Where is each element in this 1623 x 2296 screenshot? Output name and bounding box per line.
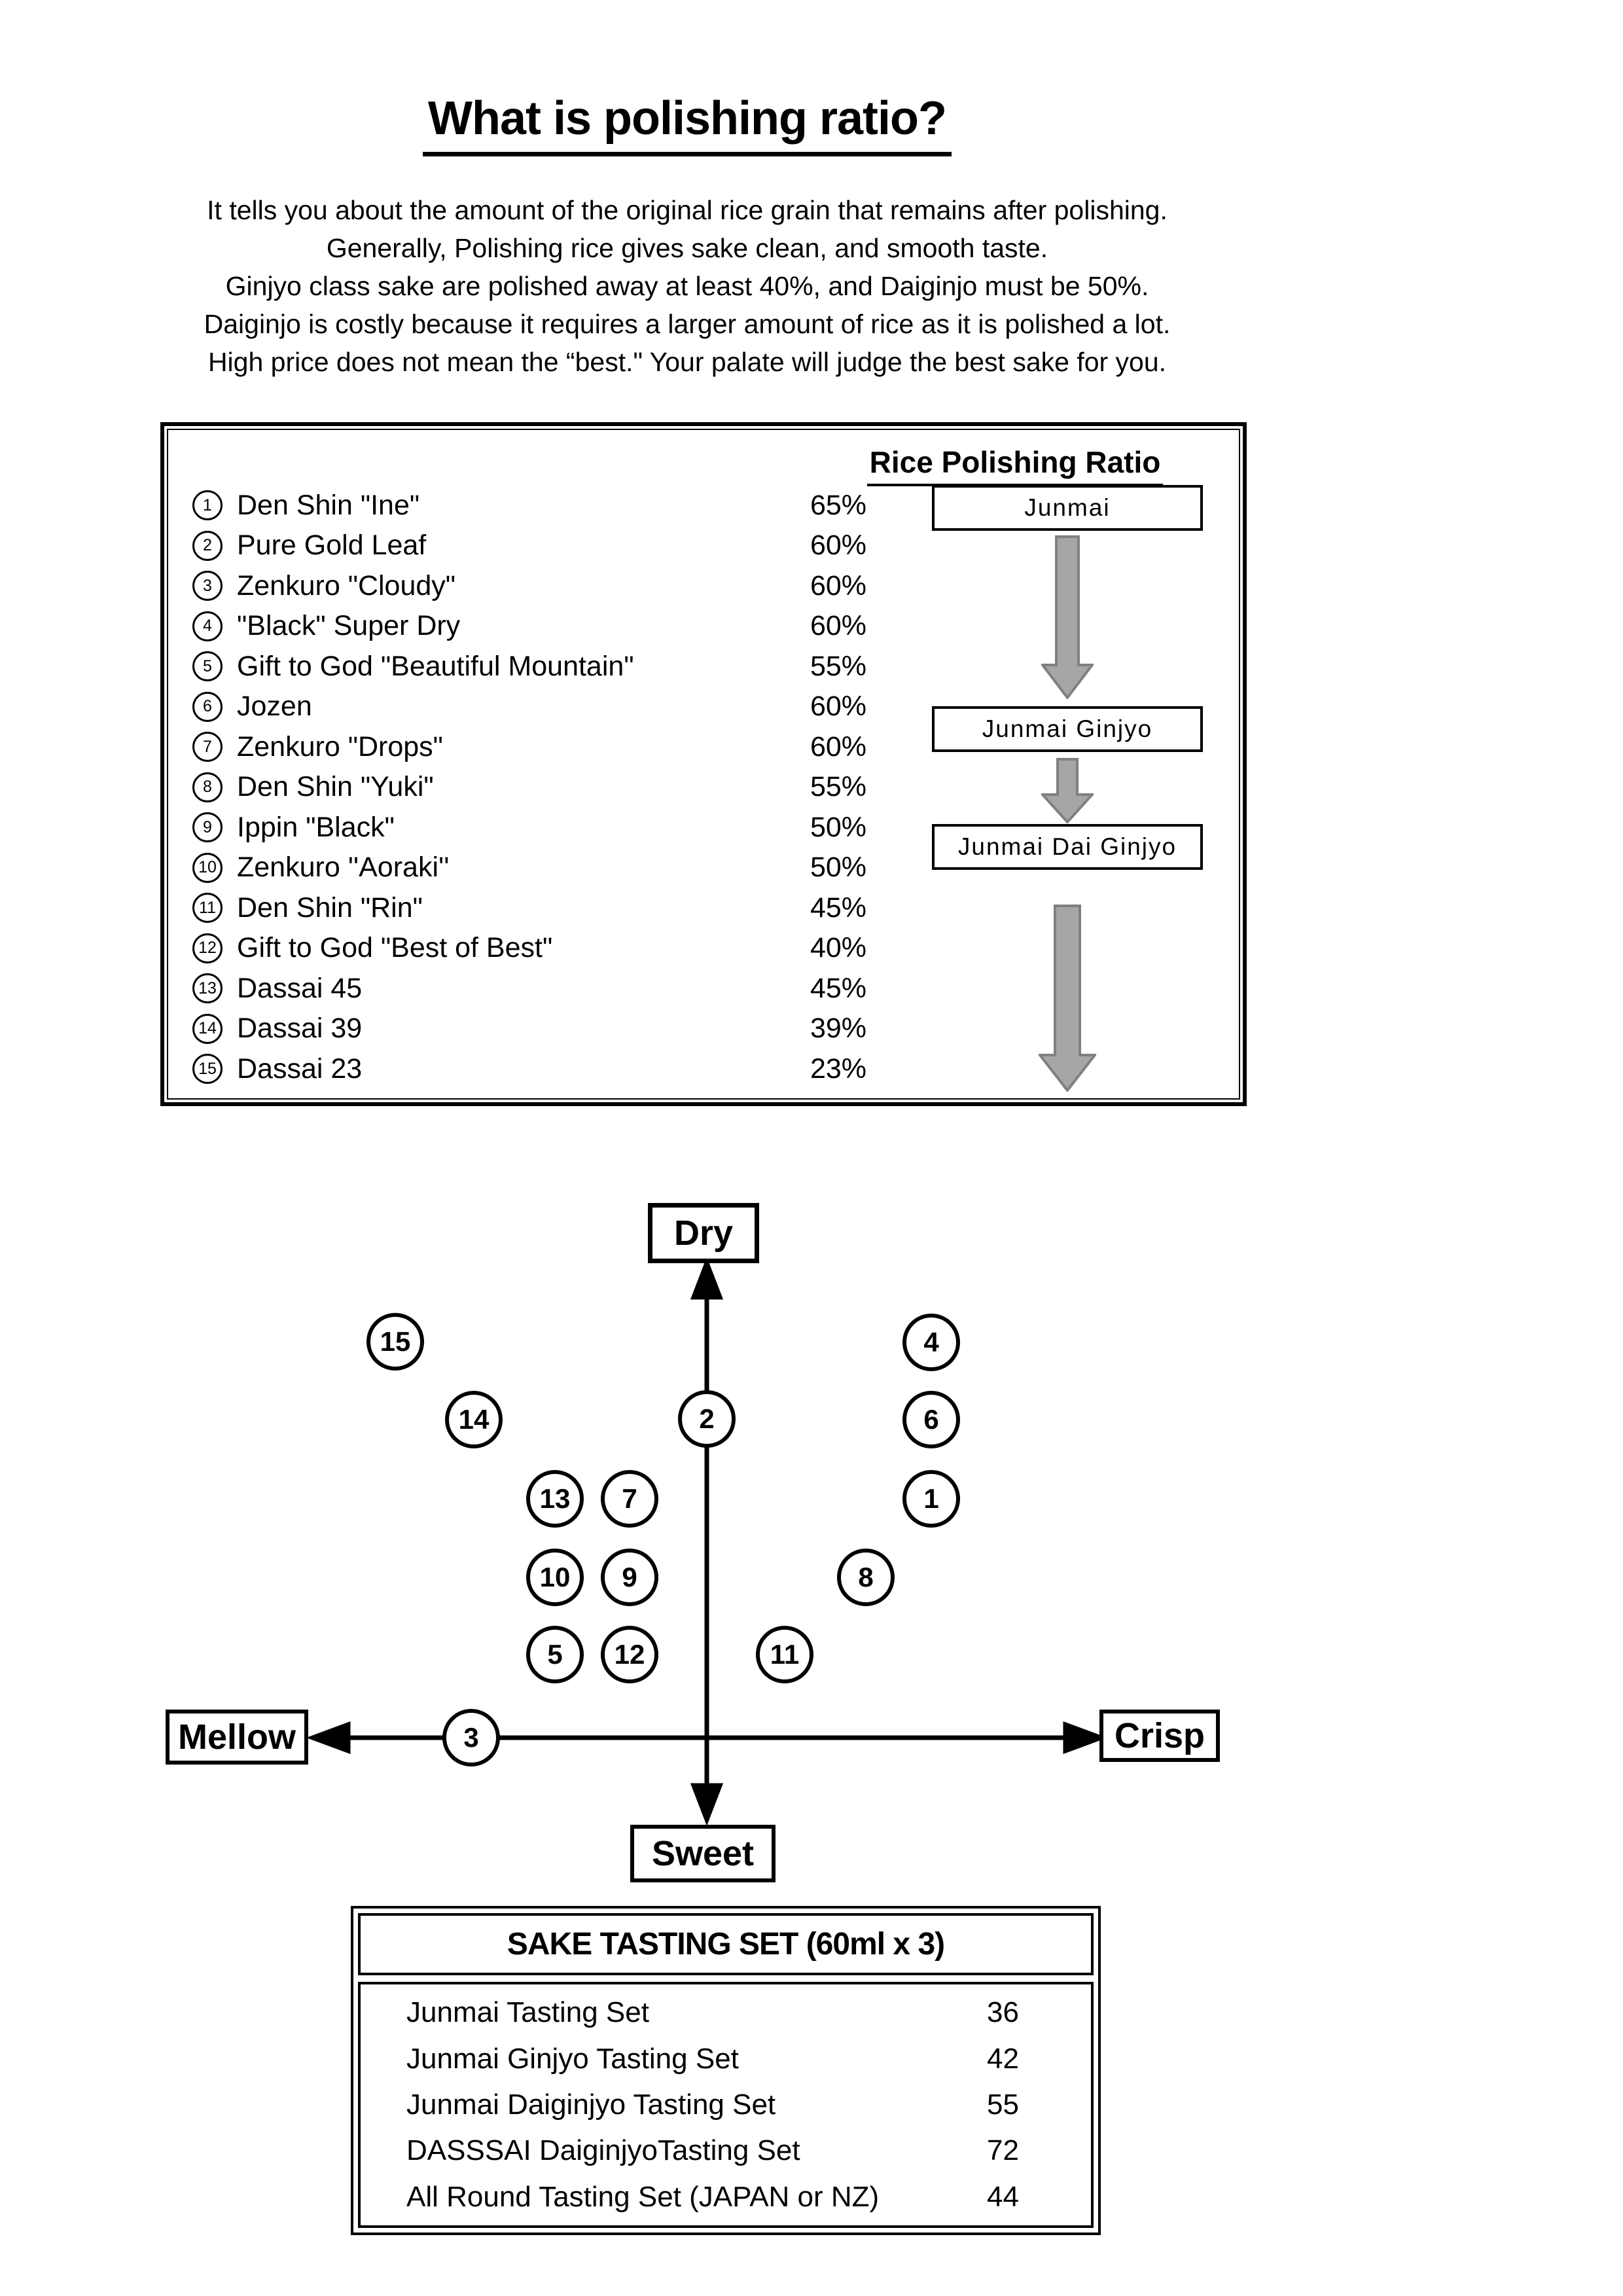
- down-arrow-icon: [1041, 535, 1094, 699]
- polishing-ratio-value: 60%: [810, 529, 867, 561]
- tasting-set-table-body: [358, 1982, 1094, 2228]
- row-number-circle: 10: [192, 853, 223, 883]
- row-number-circle: 11: [192, 893, 223, 923]
- sake-name: Zenkuro "Cloudy": [237, 569, 456, 601]
- row-number-circle: 5: [192, 651, 223, 681]
- axis-label-crisp: [1099, 1710, 1220, 1762]
- ratio-table-row: [187, 807, 946, 848]
- ratio-table-row: [187, 928, 946, 969]
- map-point: 9: [601, 1549, 658, 1606]
- intro-line: Ginjyo class sake are polished away at least 40%, and Daiginjo must be 50%.: [225, 271, 1149, 301]
- ratio-table-row: [187, 526, 946, 566]
- sake-name: Jozen: [237, 691, 312, 722]
- map-point: 6: [902, 1391, 960, 1448]
- sake-name: Dassai 45: [237, 972, 363, 1004]
- axis-label-sweet-text: Sweet: [651, 1834, 755, 1873]
- axis-label-dry: [648, 1203, 759, 1263]
- polishing-ratio-value: 55%: [810, 650, 867, 682]
- axis-label-dry-text: Dry: [673, 1213, 734, 1253]
- row-number-circle: 15: [192, 1054, 223, 1084]
- class-box-junmai-dai-ginjyo: Junmai Dai Ginjyo: [932, 824, 1203, 870]
- polishing-ratio-value: 45%: [810, 972, 867, 1004]
- polishing-ratio-value: 50%: [810, 852, 867, 883]
- polishing-ratio-value: 50%: [810, 811, 867, 843]
- map-point: 2: [678, 1390, 736, 1448]
- polishing-ratio-value: 45%: [810, 891, 867, 924]
- rice-polishing-ratio-table: [160, 422, 1247, 1106]
- intro-line: It tells you about the amount of the original rice grain that remains after polishing.: [207, 195, 1168, 225]
- page-title: What is polishing ratio?: [423, 92, 952, 156]
- map-point: 4: [902, 1314, 960, 1371]
- row-number-circle: 4: [192, 611, 223, 641]
- map-point: 11: [756, 1626, 813, 1683]
- ratio-table-row: [187, 687, 946, 727]
- sake-name: Zenkuro "Drops": [237, 730, 443, 762]
- tasting-set-row: [361, 2089, 1091, 2121]
- row-number-circle: 13: [192, 973, 223, 1003]
- ratio-table-title-wrap: [593, 444, 1437, 486]
- down-arrow-icon: [1041, 758, 1094, 823]
- row-number-circle: 14: [192, 1014, 223, 1044]
- tasting-set-price: 42: [987, 2042, 1019, 2075]
- sake-name: Gift to God "Best of Best": [237, 932, 553, 963]
- sake-name: Pure Gold Leaf: [237, 529, 427, 561]
- tasting-set-row: [361, 1996, 1091, 2029]
- axis-label-crisp-text: Crisp: [1114, 1716, 1205, 1755]
- map-point: 12: [601, 1626, 658, 1683]
- class-box-junmai-ginjyo: Junmai Ginjyo: [932, 706, 1203, 752]
- ratio-table-row: [187, 565, 946, 606]
- tasting-set-table-title: [358, 1913, 1094, 1975]
- ratio-table-row: [187, 1009, 946, 1049]
- ratio-table-row: [187, 888, 946, 928]
- tasting-set-name: All Round Tasting Set (JAPAN or NZ): [406, 2180, 880, 2213]
- axis-label-sweet: [630, 1825, 776, 1882]
- row-number-circle: 12: [192, 933, 223, 963]
- polishing-ratio-value: 40%: [810, 932, 867, 963]
- tasting-set-price: 55: [987, 2088, 1019, 2121]
- tasting-set-row: [361, 2043, 1091, 2075]
- polishing-ratio-value: 60%: [810, 730, 867, 762]
- map-point: 8: [837, 1549, 895, 1606]
- sake-name: Ippin "Black": [237, 811, 395, 843]
- sake-tasting-set-table: [351, 1906, 1101, 2235]
- sake-name: Dassai 39: [237, 1013, 363, 1044]
- sake-name: Den Shin "Yuki": [237, 771, 434, 802]
- map-point: 10: [526, 1549, 584, 1606]
- class-box-junmai: Junmai: [932, 485, 1203, 531]
- intro-paragraph: [111, 191, 1263, 381]
- page-title-wrap: [111, 92, 1263, 156]
- axis-label-mellow: [166, 1710, 308, 1765]
- sake-name: Den Shin "Ine": [237, 489, 420, 521]
- map-point: 3: [442, 1709, 500, 1767]
- polishing-ratio-value: 60%: [810, 610, 867, 641]
- row-number-circle: 3: [192, 571, 223, 601]
- polishing-ratio-value: 60%: [810, 691, 867, 722]
- map-point: 14: [445, 1391, 503, 1448]
- tasting-set-name: Junmai Tasting Set: [406, 1996, 649, 2029]
- tasting-set-row: [361, 2181, 1091, 2214]
- ratio-table-row: [187, 606, 946, 647]
- tasting-set-table-title-text: SAKE TASTING SET (60ml x 3): [507, 1927, 945, 1962]
- ratio-table-row: [187, 485, 946, 526]
- tasting-set-row: [361, 2134, 1091, 2167]
- tasting-set-name: DASSSAI DaiginjyoTasting Set: [406, 2134, 800, 2167]
- row-number-circle: 6: [192, 692, 223, 722]
- down-arrow-icon: [1039, 905, 1096, 1092]
- tasting-set-price: 72: [987, 2134, 1019, 2167]
- ratio-table-row: [187, 1049, 946, 1089]
- ratio-table-row: [187, 848, 946, 888]
- polishing-ratio-value: 23%: [810, 1052, 867, 1085]
- ratio-table-row: [187, 968, 946, 1009]
- intro-line: Generally, Polishing rice gives sake clean, and smooth taste.: [326, 233, 1048, 263]
- map-point: 1: [902, 1470, 960, 1528]
- ratio-table-row: [187, 726, 946, 767]
- axis-label-mellow-text: Mellow: [177, 1717, 296, 1757]
- sake-name: Dassai 23: [237, 1052, 363, 1085]
- map-point: 15: [366, 1313, 424, 1371]
- row-number-circle: 7: [192, 732, 223, 762]
- polishing-ratio-value: 39%: [810, 1013, 867, 1044]
- polishing-ratio-value: 55%: [810, 771, 867, 802]
- map-point: 13: [526, 1470, 584, 1528]
- taste-axes-icon: [151, 1198, 1394, 1898]
- sake-name: Gift to God "Beautiful Mountain": [237, 650, 634, 682]
- ratio-table-title: Rice Polishing Ratio: [867, 444, 1164, 486]
- tasting-set-name: Junmai Daiginjyo Tasting Set: [406, 2088, 776, 2121]
- sake-name: "Black" Super Dry: [237, 610, 461, 641]
- map-point: 7: [601, 1470, 658, 1528]
- row-number-circle: 8: [192, 772, 223, 802]
- ratio-table-row: [187, 767, 946, 808]
- polishing-ratio-value: 65%: [810, 489, 867, 521]
- row-number-circle: 2: [192, 531, 223, 561]
- tasting-set-name: Junmai Ginjyo Tasting Set: [406, 2042, 739, 2075]
- sake-name: Zenkuro ''Aoraki'': [237, 852, 450, 883]
- intro-line: Daiginjo is costly because it requires a larger amount of rice as it is polished a lot.: [204, 309, 1171, 339]
- tasting-set-price: 44: [987, 2180, 1019, 2213]
- row-number-circle: 1: [192, 490, 223, 520]
- sake-name: Den Shin "Rin": [237, 891, 423, 924]
- row-number-circle: 9: [192, 812, 223, 842]
- polishing-ratio-value: 60%: [810, 569, 867, 601]
- map-point: 5: [526, 1626, 584, 1683]
- tasting-set-price: 36: [987, 1996, 1019, 2029]
- intro-line: High price does not mean the “best." Your palate will judge the best sake for you.: [207, 347, 1167, 377]
- ratio-table-row: [187, 646, 946, 687]
